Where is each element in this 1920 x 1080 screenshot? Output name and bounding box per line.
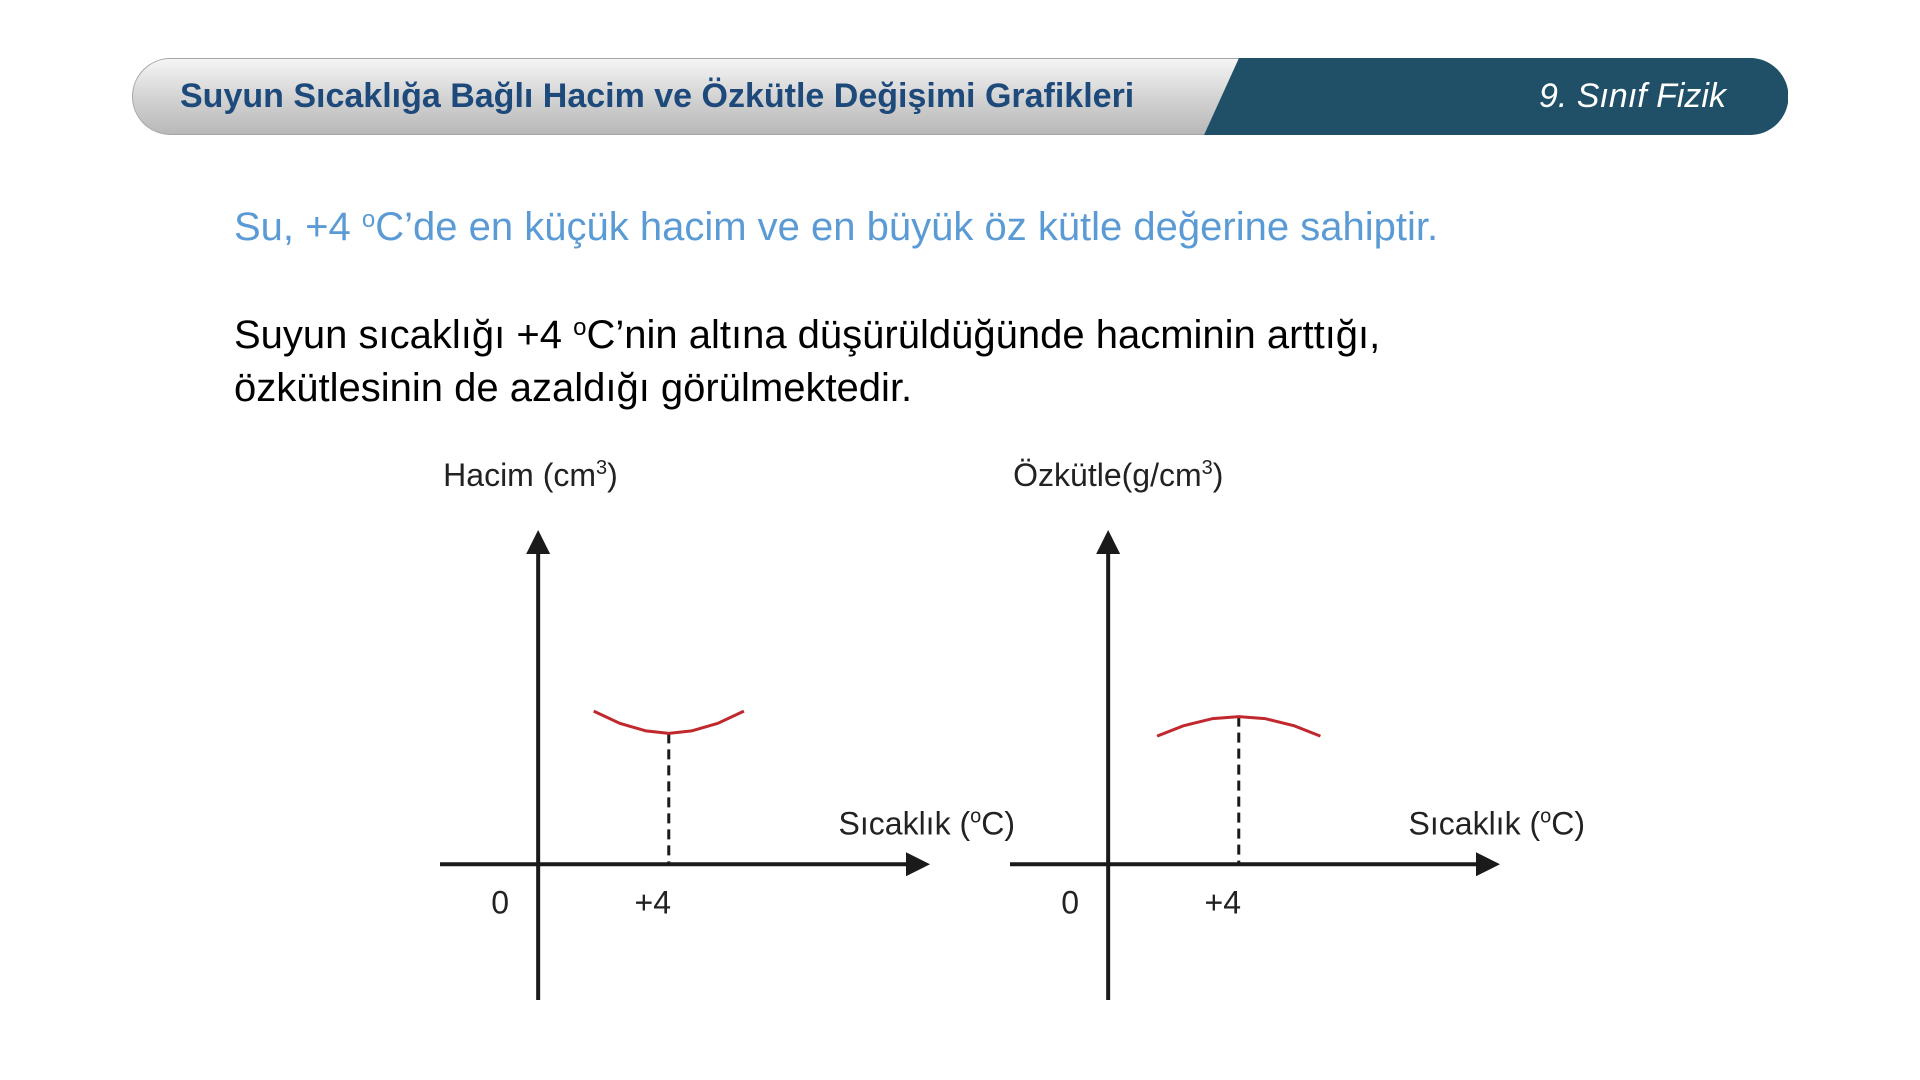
density-chart-svg: [990, 450, 1610, 1010]
x-axis-title-part-1: o: [970, 805, 982, 828]
highlight-text-start: Su, +4: [234, 205, 362, 249]
y-axis-title: [1013, 457, 1223, 493]
body-text-start: Suyun sıcaklığı +4: [234, 313, 574, 357]
volume-chart-svg: [420, 450, 1040, 1010]
x-axis-arrow: [906, 852, 930, 876]
y-axis-title-part-0: Özkütle(g/cm: [1013, 457, 1202, 493]
y-axis-title-part-1: 3: [1201, 457, 1213, 479]
tick-label-plus4: +4: [1204, 884, 1242, 921]
y-axis-title-part-2: ): [1212, 457, 1224, 493]
x-axis-title: [1409, 805, 1585, 841]
degree-sup: o: [361, 205, 376, 233]
y-axis-arrow: [1096, 530, 1120, 554]
body-text-end: C’nin altına düşürüldüğünde hacminin arttığı,: [586, 313, 1381, 357]
page-title: Suyun Sıcaklığa Bağlı Hacim ve Özkütle Değişimi Grafikleri: [180, 77, 1135, 115]
origin-label: 0: [1061, 884, 1080, 921]
y-axis-arrow: [526, 530, 550, 554]
highlight-text-end: C’de en küçük hacim ve en büyük öz kütle değerine sahiptir.: [375, 205, 1439, 249]
y-axis-title-part-1: 3: [596, 457, 608, 479]
origin-label: 0: [491, 884, 510, 921]
y-axis-title-part-2: ): [607, 457, 618, 493]
tick-label-plus4: +4: [634, 884, 672, 921]
y-axis-title-part-0: Hacim (cm: [443, 457, 597, 493]
x-axis-title: [839, 805, 1015, 841]
body-text-line-1: [234, 313, 1380, 358]
x-axis-title-part-2: C): [981, 805, 1015, 842]
x-axis-title-part-1: o: [1540, 805, 1552, 828]
series-curve: [594, 711, 744, 733]
x-axis-title-part-2: C): [1551, 805, 1585, 842]
y-axis-title: [443, 457, 618, 493]
degree-sup: o: [573, 313, 587, 341]
highlight-statement: [234, 205, 1438, 250]
volume-chart: [420, 450, 1040, 1010]
course-label: 9. Sınıf Fizik: [1538, 77, 1726, 115]
body-text-line-2: özkütlesinin de azaldığı görülmektedir.: [234, 366, 913, 410]
density-chart: [990, 450, 1610, 1010]
x-axis-title-part-0: Sıcaklık (: [1408, 805, 1541, 842]
x-axis-arrow: [1476, 852, 1500, 876]
header-banner: [132, 58, 1788, 135]
x-axis-title-part-0: Sıcaklık (: [838, 805, 971, 842]
